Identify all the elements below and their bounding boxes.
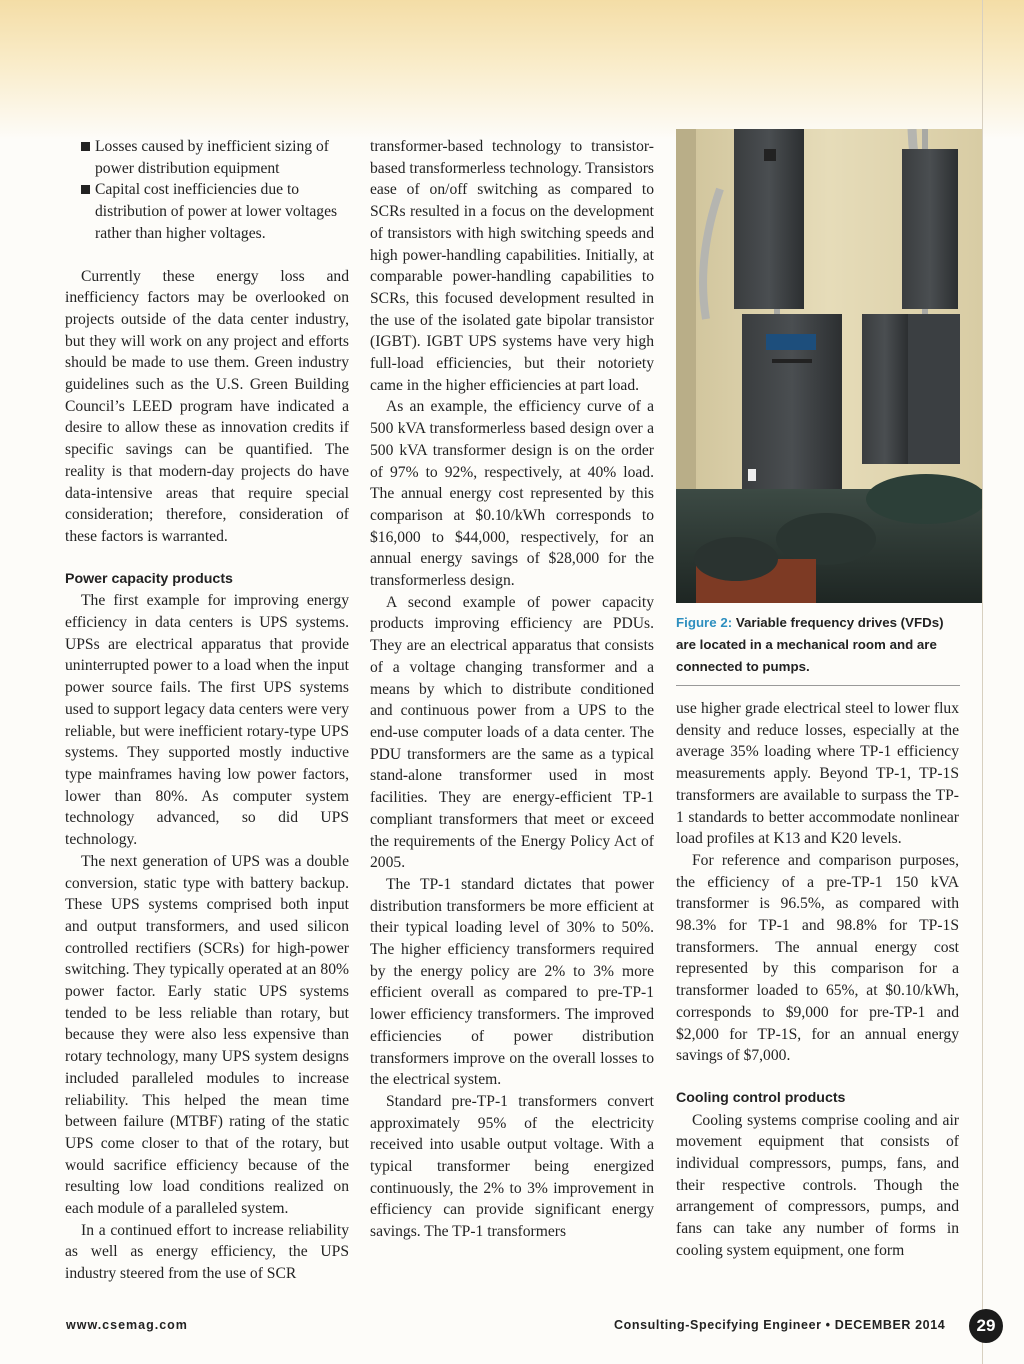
section-heading: Power capacity products: [65, 570, 233, 587]
figure-caption: [676, 612, 966, 678]
paragraph: Currently these energy loss and inefficiency factors may be overlooked on projects outside of the data center industry, but they will work on any project and efforts should be made to use them. Green industry guidelines such as the U.S. Green Building Council’s LEED program have indicated a desire to allow these as innovation credits if specific savings can be quantified. The reality is that modern-day projects do have data-intensive areas that require special consideration; therefore, consideration of these factors is warranted.: [65, 267, 349, 545]
section-heading: Cooling control products: [676, 1089, 846, 1106]
paragraph: transformer-based technology to transistor-based transformerless technology. Transistors ease of on/off switching as compared to SCRs resulted in a focus on the development of transistors with high switching speeds and high power-handling capabilities. Initially, at comparable power-handling capabilities to SCRs, this focused development resulted in the use of the isolated gate bipolar transistor (IGBT). IGBT UPS systems have very high full-load efficiencies, but their notoriety came in the higher efficiencies at part load.: [370, 138, 654, 394]
paragraph: Standard pre-TP-1 transformers convert approximately 95% of the electricity received into usable output voltage. With a typical transformer being energized continuously, the 2% to 3% improvement in efficiency can provide significant energy savings. The TP-1 transformers: [370, 1092, 654, 1241]
paragraph: The next generation of UPS was a double conversion, static type with battery backup. These UPS systems comprised both input and output transformers, and used silicon controlled rectifiers (SCRs) for high-power switching. They typically operated at an 80% power factor. Early static UPS systems tended to be less reliable than rotary, but because they were also less expensive than rotary technology, many UPS system designs included paralleled modules to increase reliability. This helped the mean time between failure (MTBF) rating of the static UPS come closer to that of the rotary, but would sacrifice efficiency because of the resulting low load conditions realized on each module of a paralleled system.: [65, 852, 349, 1218]
figure-label: Figure 2:: [676, 615, 733, 630]
paragraph: As an example, the efficiency curve of a 500 kVA transformerless based design over a 500 kVA transformer design is on the order of 97% to 92%, respectively, at 40% load. The annual energy cost represented by this comparison at $0.10/kWh corresponds to $16,000 to $44,000, respectively, for an annual energy savings of $28,000 for the transformerless design.: [370, 398, 654, 590]
list-item: Capital cost inefficiencies due to distribution of power at lower voltages rather than higher voltages.: [65, 179, 349, 244]
text-column-1: [65, 136, 349, 1285]
bullet-square-icon: [81, 185, 90, 194]
figure-caption-text: Variable frequency drives (VFDs) are located in a mechanical room and are connected to pumps.: [676, 615, 944, 674]
list-item: Losses caused by inefficient sizing of power distribution equipment: [65, 136, 349, 179]
paragraph: The TP-1 standard dictates that power distribution transformers be more efficient at their typical loading level of 30% to 50%. The higher efficiency transformers required by the energy policy are 2% to 3% more efficient overall as compared to pre-TP-1 lower efficiency transformers. The improved efficiencies of power distribution transformers improve on the overall losses to the electrical system.: [370, 875, 654, 1089]
paragraph: In a continued effort to increase reliability as well as energy efficiency, the UPS industry steered from the use of SCR: [65, 1221, 349, 1283]
text-column-3: [676, 698, 959, 1262]
footer-url[interactable]: www.csemag.com: [66, 1318, 188, 1332]
paragraph: The first example for improving energy efficiency in data centers is UPS systems. UPSs are electrical apparatus that provide uninterrupted power to a load when the input power source fails. The first UPS systems used to support legacy data centers were very reliable, but were inefficient rotary-type UPS systems. They supported mostly inductive type mainframes having low power factors, lower than 80%. As computer system technology advanced, so did UPS technology.: [65, 592, 349, 849]
page-edge-rule: [982, 0, 983, 1364]
page-number-badge: 29: [969, 1309, 1003, 1343]
bullet-list: [65, 136, 349, 245]
bullet-square-icon: [81, 142, 90, 151]
footer-publication: Consulting-Specifying Engineer • DECEMBER 2014: [614, 1318, 946, 1332]
figure-photo: [676, 129, 982, 603]
caption-divider: [676, 685, 960, 686]
paragraph: Cooling systems comprise cooling and air movement equipment that consists of individual compressors, pumps, fans, and their respective controls. Though the arrangement of compressors, pumps, and fans can take any number of forms in cooling system equipment, one form: [676, 1111, 959, 1259]
paragraph: use higher grade electrical steel to lower flux density and reduce losses, especially at the average 35% loading where TP-1 efficiency measurements apply. Beyond TP-1, TP-1S transformers are available to surpass the TP-1 standards to better accommodate nonlinear load profiles at K13 and K20 levels.: [676, 700, 959, 848]
text-column-2: [370, 136, 654, 1243]
paragraph: A second example of power capacity products improving efficiency are PDUs. They are an electrical apparatus that consists of a voltage changing transformer and a means by which to distribute conditioned and continuous power from a UPS to the end-use computer loads of a data center. The PDU transformers are the same as a typical stand-alone transformer used in most facilities. They are energy-efficient TP-1 compliant transformers that meet or exceed the requirements of the Energy Policy Act of 2005.: [370, 593, 654, 872]
paragraph: For reference and comparison purposes, the efficiency of a pre-TP-1 150 kVA transformer is 96.5%, as compared with 98.3% for TP-1 and 98.8% for TP-1S transformers. The annual energy cost represented by this comparison for a transformer loaded to 65%, at $0.10/kWh, corresponds to $9,000 for pre-TP-1 and $2,000 for TP-1S, for an annual energy savings of $7,000.: [676, 851, 959, 1065]
header-gradient-band: [0, 0, 1024, 140]
